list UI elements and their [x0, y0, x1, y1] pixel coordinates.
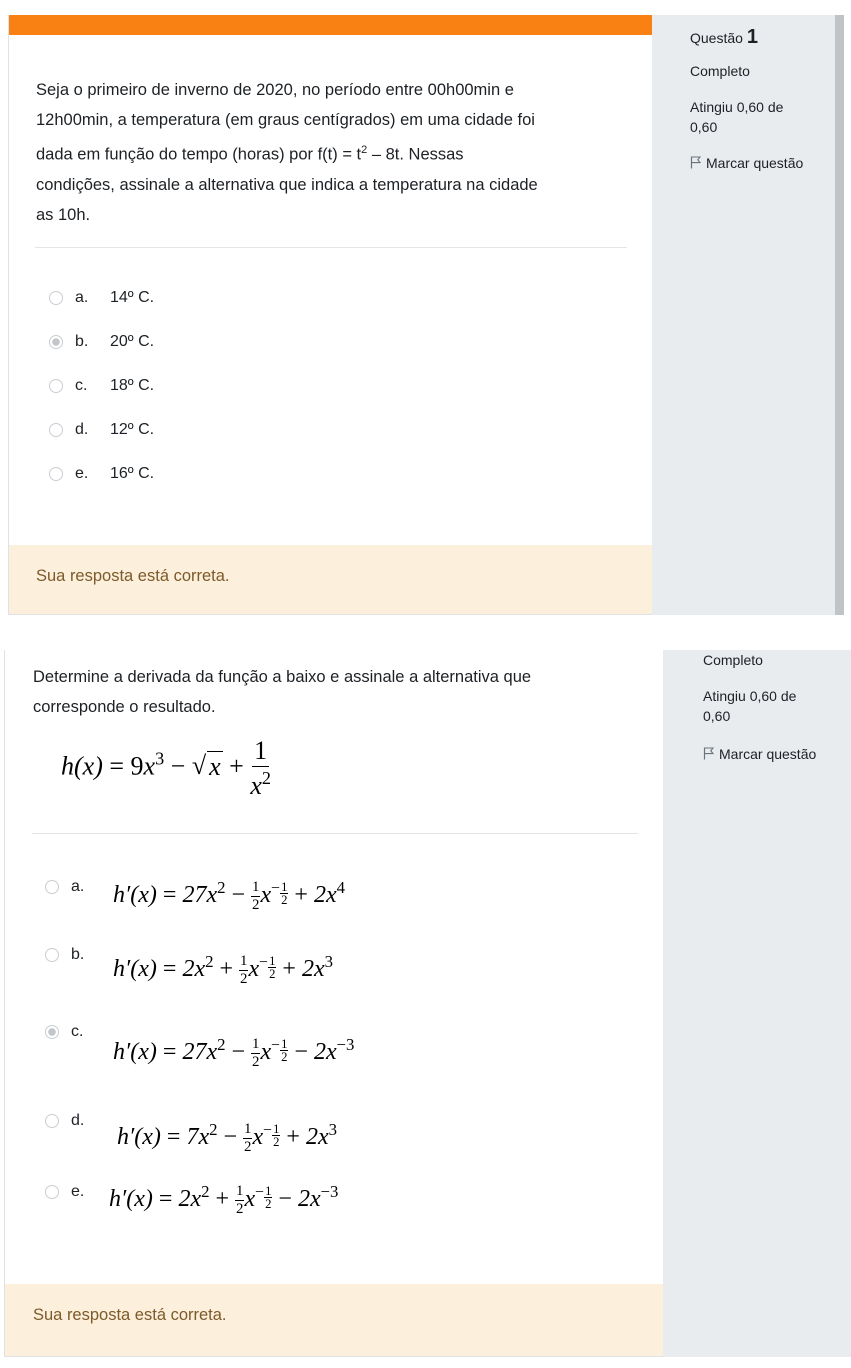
term-3: 2x: [305, 1124, 329, 1151]
term-1: 27x: [182, 882, 218, 909]
sqrt-arg: x: [209, 752, 221, 782]
fraction-denominator: 2: [236, 1201, 244, 1218]
grade-line: Atingiu 0,60 de: [703, 688, 797, 704]
question-1-content: [8, 15, 652, 615]
question-1-line: [36, 135, 538, 170]
operator: −: [272, 1186, 298, 1213]
term-2-var: x: [248, 956, 260, 983]
option-letter: c.: [71, 1023, 84, 1040]
question-1-card: [8, 15, 844, 615]
question-2-line: Determine a derivada da função a baixo e assinale a alternativa que: [33, 668, 532, 686]
formula-lhs: h′(x): [113, 956, 157, 983]
operator: −: [225, 1039, 252, 1066]
question-1-text: [36, 75, 538, 230]
exp-sign: −: [263, 1121, 273, 1139]
fraction-numerator: 1: [269, 953, 276, 968]
term-2-exp: [271, 881, 288, 907]
feedback-text: Sua resposta está correta.: [33, 1306, 227, 1324]
term-2-var: x: [260, 1039, 272, 1066]
feedback-box: [5, 1284, 663, 1356]
option-e[interactable]: [45, 1183, 84, 1201]
function-formula: [61, 738, 271, 799]
formula-equals: =: [109, 751, 125, 781]
operator: +: [276, 956, 302, 983]
option-d[interactable]: [49, 421, 154, 439]
formula-plus: +: [229, 751, 244, 781]
question-number: [690, 27, 758, 48]
formula-exp: 3: [155, 748, 165, 769]
term-3-exp: −3: [336, 1035, 355, 1054]
grade-line: 0,60: [690, 119, 718, 135]
fraction-numerator: 1: [281, 1036, 288, 1051]
formula-equals: =: [156, 882, 183, 909]
formula-equals: =: [160, 1124, 187, 1151]
radio-button[interactable]: [45, 880, 59, 894]
exp-sign: −: [271, 879, 281, 897]
term-1-exp: 2: [205, 952, 214, 971]
term-2-exp: [255, 1185, 272, 1211]
fraction-denominator: 2: [273, 1135, 280, 1150]
option-b[interactable]: [45, 946, 84, 964]
option-text: 14º C.: [110, 289, 155, 306]
question-2-info: [663, 650, 851, 1357]
radio-button[interactable]: [49, 291, 63, 305]
fraction-numerator: 1: [236, 1183, 244, 1200]
fraction-denominator: 2: [240, 971, 248, 988]
question-1-line: 12h00min, a temperatura (em graus centígrados) em uma cidade foi: [36, 111, 535, 129]
question-1-line: as 10h.: [36, 205, 91, 224]
option-a-formula: [113, 878, 345, 913]
term-3-exp: 3: [328, 1120, 337, 1139]
flag-label: Marcar questão: [719, 746, 817, 762]
option-d-formula: [117, 1120, 337, 1155]
term-3: 2x: [297, 1186, 321, 1213]
term-1-exp: 2: [201, 1182, 210, 1201]
fraction-denominator: 2: [281, 893, 288, 908]
sqrt-term: [192, 751, 223, 782]
fraction-numerator: 1: [254, 736, 268, 765]
question-2-text: [33, 662, 531, 722]
exp-sign: −: [271, 1036, 281, 1054]
term-1: 27x: [182, 1039, 218, 1066]
question-1-line: Seja o primeiro de inverno de 2020, no período entre 00h00min e: [36, 81, 514, 99]
fraction-denominator: 2: [252, 1054, 260, 1071]
term-2-exp: [263, 1123, 280, 1149]
question-2-content: [4, 650, 663, 1357]
option-d[interactable]: [45, 1112, 84, 1130]
option-letter: d.: [71, 1112, 85, 1129]
question-1-line-part: dada em função do tempo (horas) por f(t) = t: [36, 145, 362, 164]
term-3: 2x: [313, 1039, 337, 1066]
formula-equals: =: [156, 956, 183, 983]
option-letter: b.: [75, 333, 89, 350]
option-c-formula: [113, 1035, 354, 1070]
formula-lhs: h′(x): [117, 1124, 161, 1151]
formula-lhs: h(x): [61, 751, 103, 781]
radio-button[interactable]: [49, 379, 63, 393]
feedback-box: [9, 545, 652, 614]
sqrt-symbol: √: [191, 751, 207, 781]
operator: +: [280, 1124, 306, 1151]
formula-coef: 9: [130, 751, 144, 781]
divider: [32, 833, 638, 834]
flag-icon: [703, 745, 715, 765]
radio-button-checked[interactable]: [45, 1025, 59, 1039]
option-letter: a.: [75, 289, 89, 306]
option-c[interactable]: [45, 1023, 83, 1041]
term-3-exp: −3: [320, 1182, 339, 1201]
question-1-line-part: – 8t. Nessas: [367, 145, 464, 164]
operator: +: [209, 1186, 236, 1213]
option-e-formula: [109, 1182, 338, 1217]
operator: +: [288, 882, 314, 909]
option-c[interactable]: [49, 377, 154, 395]
fraction-denominator: [250, 767, 271, 799]
question-1-info: [652, 15, 835, 615]
scrollbar[interactable]: [835, 15, 844, 615]
exp-sign: −: [255, 1183, 265, 1201]
question-2-line: corresponde o resultado.: [33, 698, 216, 716]
formula-minus: −: [170, 751, 186, 781]
exp-sign: −: [259, 953, 269, 971]
grade-line: Atingiu 0,60 de: [690, 99, 784, 115]
formula-equals: =: [152, 1186, 179, 1213]
option-letter: e.: [75, 465, 89, 482]
option-b-formula: [113, 952, 333, 987]
question-status: Completo: [690, 63, 750, 79]
fraction-numerator: 1: [281, 879, 288, 894]
operator: +: [213, 956, 240, 983]
formula-var: x: [250, 771, 262, 800]
operator: −: [217, 1124, 244, 1151]
flag-question-link[interactable]: [703, 744, 816, 765]
term-2-exp: [259, 955, 276, 981]
question-grade: [690, 97, 783, 137]
term-1: 2x: [178, 1186, 202, 1213]
fraction-term: [250, 738, 271, 799]
option-a[interactable]: [45, 878, 84, 896]
fraction-numerator: 1: [244, 1121, 252, 1138]
formula-exp: 2: [261, 768, 271, 788]
formula-equals: =: [156, 1039, 183, 1066]
option-letter: c.: [75, 377, 88, 394]
radio-button[interactable]: [49, 467, 63, 481]
option-letter: a.: [71, 878, 85, 895]
term-1-exp: 2: [217, 1035, 226, 1054]
fraction-numerator: 1: [240, 953, 248, 970]
question-2-card: [4, 650, 851, 1357]
fraction-numerator: 1: [252, 879, 260, 896]
option-text: 20º C.: [110, 333, 155, 350]
term-3: 2x: [313, 882, 337, 909]
option-letter: b.: [71, 946, 85, 963]
radio-button-checked[interactable]: [49, 335, 63, 349]
fraction-numerator: 1: [273, 1121, 280, 1136]
question-1-line: condições, assinale a alternativa que indica a temperatura na cidade: [36, 175, 538, 194]
option-a[interactable]: [49, 289, 154, 307]
radio-button[interactable]: [45, 1114, 59, 1128]
grade-line: 0,60: [703, 708, 731, 724]
question-number-value: 1: [746, 26, 758, 48]
fraction-denominator: 2: [252, 897, 260, 914]
formula-lhs: h′(x): [113, 882, 157, 909]
fraction-denominator: 2: [265, 1197, 272, 1212]
radio-button[interactable]: [49, 423, 63, 437]
operator: −: [225, 882, 252, 909]
fraction-denominator: 2: [281, 1050, 288, 1065]
term-2-var: x: [252, 1124, 264, 1151]
formula-lhs: h′(x): [109, 1186, 153, 1213]
fraction-denominator: 2: [244, 1139, 252, 1156]
term-3: 2x: [301, 956, 325, 983]
operator: −: [288, 1039, 314, 1066]
fraction-denominator: 2: [269, 967, 276, 982]
option-text: 12º C.: [110, 421, 155, 438]
formula-lhs: h′(x): [113, 1039, 157, 1066]
term-2-var: x: [260, 882, 272, 909]
fraction-numerator: 1: [252, 1036, 260, 1053]
exponent: 2: [361, 144, 368, 156]
term-2-exp: [271, 1038, 288, 1064]
term-1: 2x: [182, 956, 206, 983]
term-3-exp: 4: [336, 878, 345, 897]
question-status: Completo: [703, 652, 763, 668]
radio-button[interactable]: [45, 948, 59, 962]
option-e[interactable]: [49, 465, 154, 483]
radio-button[interactable]: [45, 1185, 59, 1199]
divider: [35, 247, 627, 248]
formula-var: x: [143, 751, 156, 781]
flag-icon: [690, 154, 702, 174]
term-3-exp: 3: [324, 952, 333, 971]
option-text: 18º C.: [110, 377, 155, 394]
question-accent-bar: [9, 15, 653, 35]
option-letter: e.: [71, 1183, 85, 1200]
flag-question-link[interactable]: [690, 153, 803, 174]
fraction-numerator: 1: [265, 1183, 272, 1198]
option-b[interactable]: [49, 333, 154, 351]
question-label: Questão: [690, 30, 743, 46]
option-text: 16º C.: [110, 465, 155, 482]
feedback-text: Sua resposta está correta.: [36, 567, 230, 585]
option-letter: d.: [75, 421, 89, 438]
flag-label: Marcar questão: [706, 155, 804, 171]
term-1-exp: 2: [209, 1120, 218, 1139]
question-grade: [703, 686, 796, 726]
term-2-var: x: [244, 1186, 256, 1213]
term-1: 7x: [186, 1124, 210, 1151]
term-1-exp: 2: [217, 878, 226, 897]
